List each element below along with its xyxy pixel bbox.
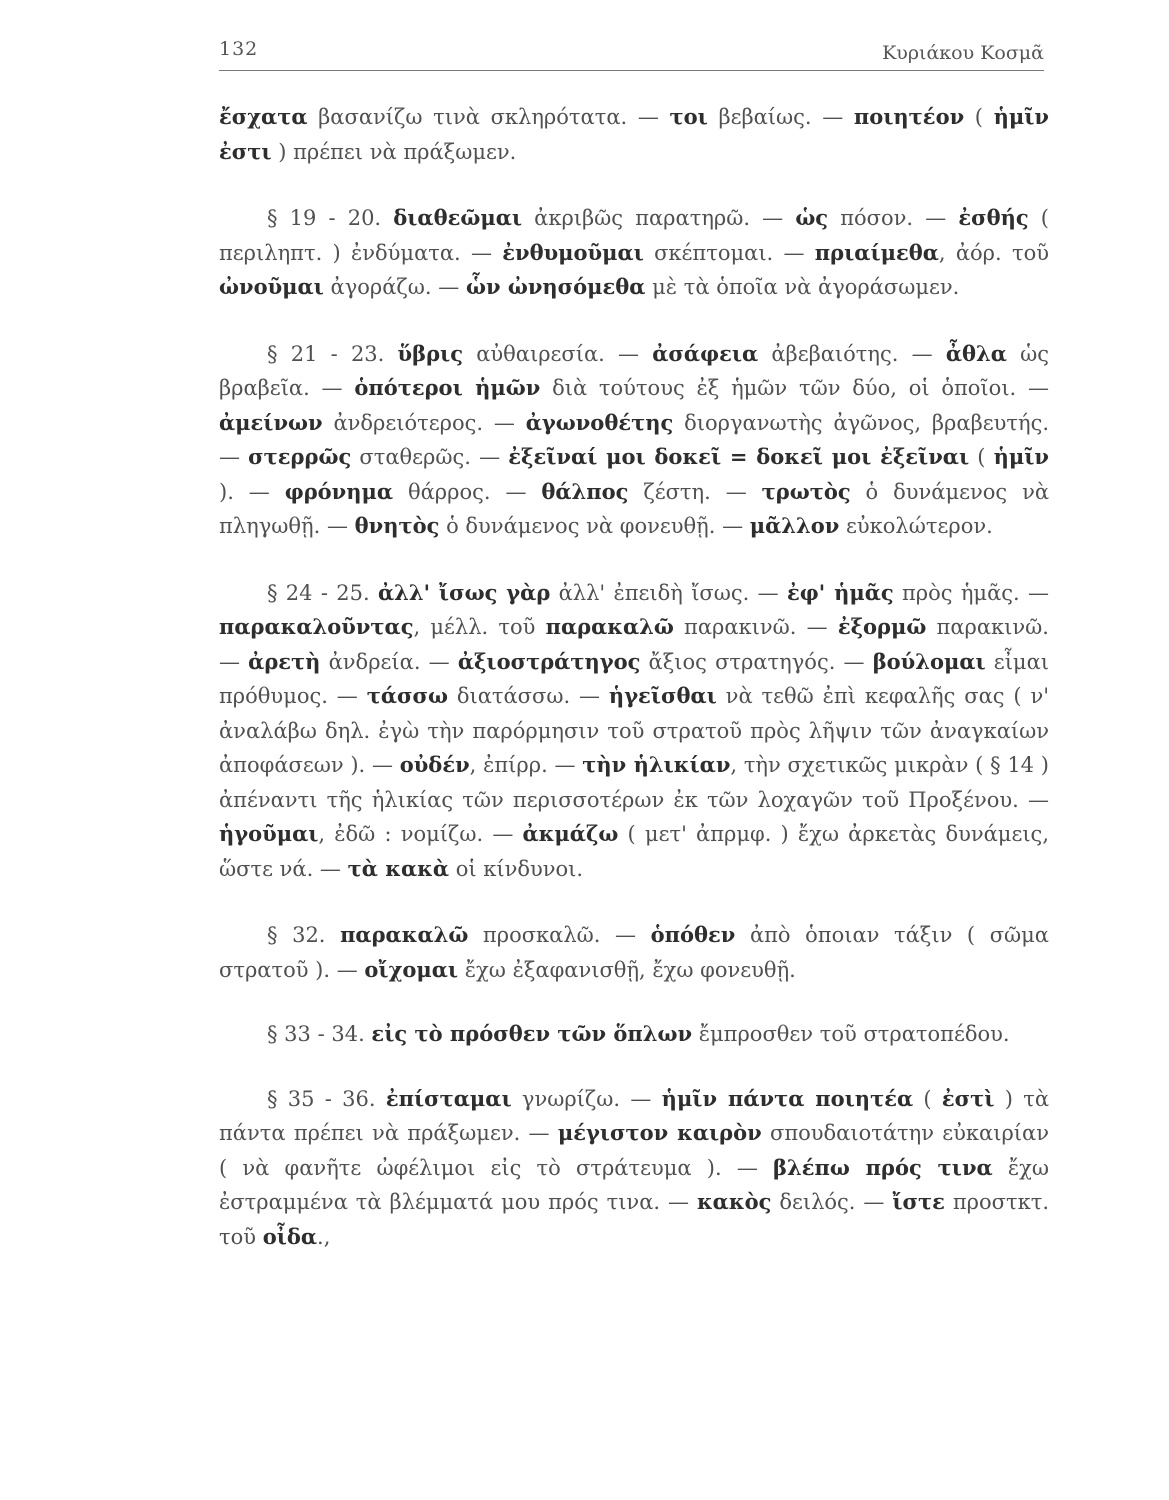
gloss-text: § 35 - 36. [267, 1086, 386, 1111]
lemma-term: εἰς τὸ πρόσθεν τῶν ὅπλων [371, 1021, 693, 1046]
lemma-term: τὰ κακὰ [347, 855, 450, 881]
lemma-term: παρακαλῶ [340, 922, 469, 947]
gloss-text: ἀνδρειότερος. — [322, 410, 526, 435]
lemma-term: ἐσθής [958, 205, 1029, 230]
gloss-text: προστκτ. τοῦ [219, 1190, 1049, 1249]
gloss-text: , τὴν σχετικῶς μικρὰν ( § 14 ) ἀπέναντι τῆς ἡλικίας τῶν περισσοτέρων ἐκ τῶν λοχαγῶν τοῦ Προξένου. — [219, 753, 1049, 812]
lemma-term: παρακαλοῦντας [219, 614, 414, 639]
lemma-term: μᾶλλον [749, 513, 840, 538]
lemma-term: βλέπω πρός τινα [773, 1154, 993, 1180]
gloss-text: πρὸς ἡμᾶς. — [893, 580, 1050, 605]
lemma-term: ἡμῖν πάντα ποιητέα [661, 1085, 914, 1111]
lemma-term: ἐξεῖναί μοι δοκεῖ = δοκεῖ μοι ἐξεῖναι [508, 444, 970, 469]
gloss-text: ( περιληπτ. ) ἐνδύματα. — [219, 206, 1049, 265]
lemma-term: ὁπόθεν [650, 922, 736, 947]
lemma-term: ἴστε [892, 1189, 945, 1214]
gloss-text: ( μετ' ἀπρμφ. ) ἔχω ἀρκετὰς δυνάμεις, ὥστε νά. — [219, 822, 1049, 881]
gloss-text: ὁ δυνάμενος νὰ φονευθῇ. — [439, 514, 750, 538]
gloss-text: ὁ δυνάμενος νὰ πληγωθῇ. — [219, 479, 1050, 538]
gloss-text: νὰ τεθῶ ἐπὶ κεφαλῆς σας ( ν' ἀναλάβω δηλ. ἐγὼ τὴν παρόρμησιν τοῦ στρατοῦ πρὸς λῆψιν τῶν ἀναγκαίων ἀποφάσεων ). — [219, 684, 1050, 777]
gloss-text: δειλός. — [771, 1190, 893, 1214]
glossary-paragraph [219, 201, 1049, 305]
gloss-text: ἀλλ' ἐπειδὴ ἴσως. — [550, 580, 787, 605]
gloss-text: παρακινῶ. — [673, 615, 838, 639]
lemma-term: ἡμῖν [993, 444, 1049, 469]
lemma-term: τάσσω [366, 683, 448, 708]
lemma-term: ἀσάφεια [652, 340, 759, 366]
lemma-term: ὡς [795, 205, 829, 230]
gloss-text: ἀγοράζω. — [323, 275, 466, 299]
lemma-term: διαθεῶμαι [393, 205, 523, 230]
gloss-text: ( [969, 445, 994, 469]
gloss-text: εἶμαι πρόθυμος. — [219, 649, 1049, 708]
gloss-text: , μέλλ. τοῦ [413, 615, 546, 639]
gloss-text: ἄξιος στρατηγός. — [640, 649, 873, 674]
lemma-term: πριαίμεθα [814, 239, 939, 265]
glossary-paragraph [219, 1082, 1049, 1255]
gloss-text: ( [913, 1086, 942, 1111]
gloss-text: , ἀόρ. τοῦ [938, 240, 1049, 265]
page-header [219, 34, 1044, 71]
gloss-text: § 21 - 23. [267, 341, 398, 366]
lemma-term: ἡγεῖσθαι [608, 683, 717, 708]
gloss-text: § 19 - 20. [267, 206, 394, 230]
gloss-text: σταθερῶς. — [351, 445, 509, 469]
lemma-term: στερρῶς [248, 444, 352, 469]
gloss-text: ὡς βραβεῖα. — [219, 341, 1049, 400]
page-number: 132 [219, 38, 259, 60]
lemma-term: ποιητέον [853, 104, 965, 129]
gloss-text: ἀπὸ ὁποιαν τάξιν ( σῶμα στρατοῦ ). — [219, 923, 1049, 982]
gloss-text: πόσον. — [828, 206, 959, 230]
lemma-term: ἐφ' ἡμᾶς [786, 579, 894, 605]
gloss-text: ) τὰ πάντα πρέπει νὰ πράξωμεν. — [219, 1086, 1050, 1145]
gloss-text: παρακινῶ. — [219, 615, 1049, 674]
gloss-text: ἔμπροσθεν τοῦ στρατοπέδου. [692, 1022, 1010, 1046]
glossary-paragraph [219, 1017, 1049, 1052]
gloss-text: ἔχω ἐστραμμένα τὰ βλέμματά μου πρός τινα. — [219, 1155, 1050, 1214]
gloss-text: θάρρος. — [393, 479, 542, 504]
lemma-term: ἀμείνων [219, 409, 323, 435]
gloss-text: σκέπτομαι. — [643, 240, 815, 265]
gloss-text: μὲ τὰ ὁποῖα νὰ ἀγοράσωμεν. [645, 275, 960, 299]
gloss-text: γνωρίζω. — [511, 1086, 662, 1111]
lemma-term: ἐνθυμοῦμαι [502, 239, 644, 265]
lemma-term: ἀξιοστράτηγος [457, 648, 641, 674]
lemma-term: ἆθλα [945, 340, 1007, 366]
lemma-term: μέγιστον καιρὸν [557, 1120, 762, 1145]
gloss-text: βεβαίως. — [707, 105, 854, 129]
glossary-body [219, 100, 1049, 1254]
gloss-text: § 32. [267, 923, 341, 947]
gloss-text: ἀβεβαιότης. — [758, 341, 946, 366]
lemma-term: ὁπότεροι ἡμῶν [354, 375, 541, 400]
gloss-text: ) πρέπει νὰ πράξωμεν. [271, 139, 517, 164]
lemma-term: οἴχομαι [364, 956, 459, 982]
lemma-term: οὐδέν [399, 752, 470, 777]
lemma-term: τοι [669, 104, 708, 129]
lemma-term: ἔσχατα [219, 104, 308, 129]
glossary-paragraph [219, 918, 1049, 987]
gloss-text: ., [317, 1224, 331, 1249]
lemma-term: ὠνοῦμαι [219, 274, 324, 299]
gloss-text: προσκαλῶ. — [468, 923, 651, 947]
lemma-term: ἀκμάζω [522, 821, 619, 846]
glossary-paragraph [219, 576, 1049, 887]
gloss-text: οἱ κίνδυνοι. [449, 856, 584, 881]
lemma-term: ἐξορμῶ [837, 614, 927, 639]
lemma-term: ἐστὶ [941, 1085, 995, 1111]
gloss-text: διατάσσω. — [447, 684, 609, 708]
glossary-paragraph [219, 337, 1049, 544]
lemma-term: θνητὸς [354, 513, 440, 538]
gloss-text: ἔχω ἐξαφανισθῇ, ἔχω φονευθῇ. [458, 957, 796, 982]
gloss-text: ἀκριβῶς παρατηρῶ. — [522, 206, 796, 230]
lemma-term: ἀρετὴ [248, 648, 321, 674]
lemma-term: ἡμῖν ἐστι [219, 104, 1049, 164]
lemma-term: ἐπίσταμαι [385, 1085, 512, 1111]
gloss-text: , ἐδῶ : νομίζω. — [318, 822, 523, 846]
gloss-text: ἀνδρεία. — [320, 649, 458, 674]
gloss-text: διὰ τούτους ἐξ ἡμῶν τῶν δύο, οἱ ὁποῖοι. — [540, 376, 1049, 400]
lemma-term: ὕβρις [397, 340, 463, 366]
lemma-term: ἀλλ' ἴσως γὰρ [377, 579, 551, 605]
lemma-term: θάλπος [541, 478, 629, 504]
gloss-text: ( [964, 105, 994, 129]
lemma-term: κακὸς [696, 1189, 772, 1214]
lemma-term: οἶδα [262, 1223, 318, 1249]
lemma-term: τρωτὸς [761, 478, 851, 504]
running-head: Κυριάκου Κοσμᾶ [882, 42, 1044, 64]
gloss-text: ). — [219, 479, 285, 504]
gloss-text: § 33 - 34. [267, 1022, 372, 1046]
gloss-text: διοργανωτὴς ἀγῶνος, βραβευτής. — [219, 410, 1050, 469]
lemma-term: ἡγοῦμαι [219, 821, 319, 846]
gloss-text: αὐθαιρεσία. — [462, 341, 653, 366]
lemma-term: ὧν ὠνησόμεθα [465, 274, 646, 299]
lemma-term: τὴν ἡλικίαν [582, 752, 731, 777]
gloss-text: , ἐπίρρ. — [469, 753, 583, 777]
lemma-term: παρακαλῶ [545, 614, 674, 639]
lemma-term: βούλομαι [872, 648, 986, 674]
gloss-text: εὐκολώτερον. [839, 514, 993, 538]
gloss-text: σπουδαιοτάτην εὐκαιρίαν ( νὰ φανῆτε ὠφέλιμοι εἰς τὸ στράτευμα ). — [219, 1121, 1049, 1180]
lemma-term: φρόνημα [284, 478, 394, 504]
gloss-text: ζέστη. — [628, 479, 762, 504]
lemma-term: ἀγωνοθέτης [525, 409, 674, 435]
glossary-paragraph [219, 100, 1049, 169]
gloss-text: § 24 - 25. [267, 580, 378, 605]
gloss-text: βασανίζω τινὰ σκληρότατα. — [307, 105, 670, 129]
